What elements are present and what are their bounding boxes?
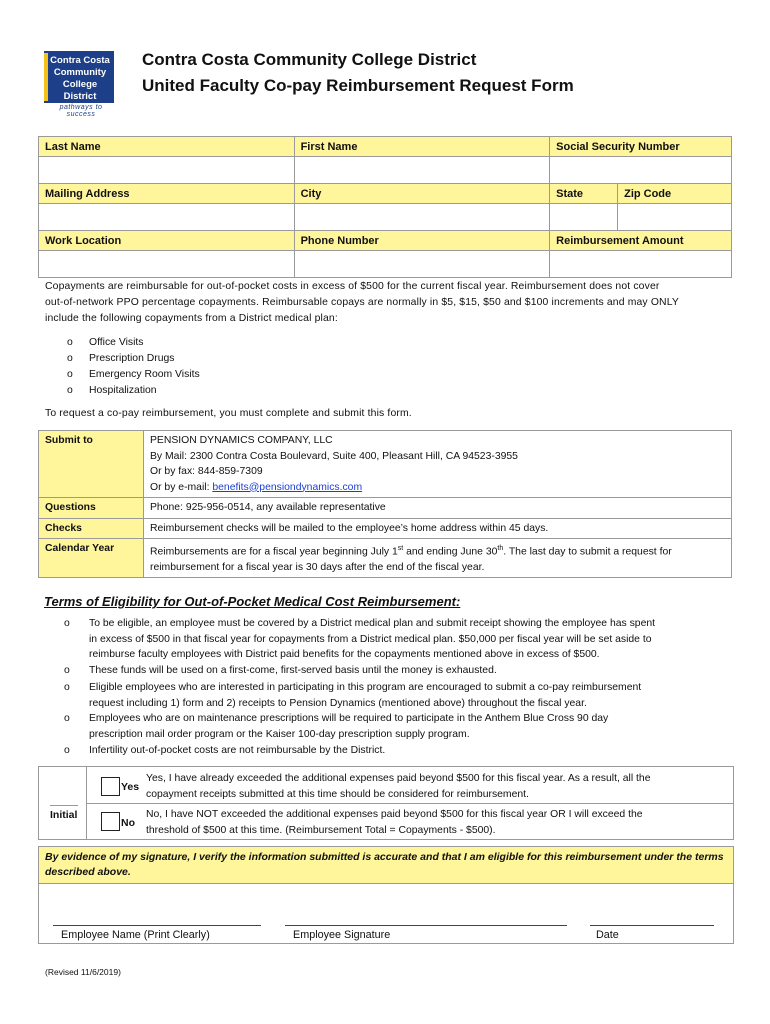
ssn-label: Social Security Number [550, 137, 732, 157]
statement-line: threshold of $500 at this time. (Reimbursement Total = Copayments - $500). [146, 825, 496, 836]
phone-number-input[interactable] [294, 251, 550, 278]
email-line [150, 480, 725, 496]
logo-line-3: College District [62, 79, 98, 102]
term-line: These funds will be used on a first-come, first-served basis until the money is exhausted. [89, 665, 497, 676]
employee-info-grid [38, 136, 732, 278]
term-line: in excess of $500 in that fiscal year for copayments from a District medical plan. $50,000 per fiscal year will be set aside to [89, 633, 652, 645]
mail-address: By Mail: 2300 Contra Costa Boulevard, Suite 400, Pleasant Hill, CA 94523-3955 [150, 450, 518, 462]
calendar-year-label: Calendar Year [39, 539, 144, 578]
page-title-line2: United Faculty Co-pay Reimbursement Request Form [142, 76, 574, 95]
bullet-glyph: o [64, 665, 70, 676]
no-statement [146, 807, 643, 839]
state-input[interactable] [550, 204, 618, 231]
cal-sup-1: st [397, 545, 404, 552]
statement-line: By evidence of my signature, I verify the information submitted is accurate and that I am eligible for this reimbursement under the terms [45, 851, 724, 863]
term-text [89, 743, 719, 759]
reimbursement-amount-label: Reimbursement Amount [550, 231, 732, 251]
list-item [67, 383, 200, 399]
reimbursement-amount-input[interactable] [550, 251, 732, 278]
calendar-line-2: reimbursement for a fiscal year is 30 days after the end of the fiscal year. [150, 561, 485, 573]
employee-name-label: Employee Name (Print Clearly) [61, 929, 210, 941]
bullet-glyph: o [67, 353, 73, 364]
terms-title: Terms of Eligibility for Out-of-Pocket Medical Cost Reimbursement: [44, 594, 461, 609]
cal-sup-2: th [497, 545, 504, 552]
signature-area [38, 883, 734, 944]
submit-to-label: Submit to [39, 431, 144, 498]
list-item-text: Hospitalization [89, 385, 157, 396]
cal-text-c: . The last day to submit a request for [503, 546, 672, 558]
term-text [89, 680, 719, 711]
ssn-input[interactable] [550, 157, 732, 184]
bullet-glyph: o [64, 682, 70, 693]
bullet-glyph: o [67, 337, 73, 348]
logo-line-2: Community [53, 67, 107, 78]
page-title-line1: Contra Costa Community College District [142, 50, 477, 69]
list-item [67, 351, 200, 367]
company-name: PENSION DYNAMICS COMPANY, LLC [150, 435, 333, 446]
term-line: prescription mail order program or the Kaiser 100-day prescription supply program. [89, 728, 470, 740]
term-line: To be eligible, an employee must be covered by a District medical plan and submit receipt showing the employee has spent [89, 618, 656, 629]
work-location-input[interactable] [39, 251, 295, 278]
bullet-glyph: o [67, 385, 73, 396]
list-item-text: Office Visits [89, 337, 144, 348]
bullet-glyph: o [64, 713, 70, 724]
term-line: Infertility out-of-pocket costs are not reimbursable by the District. [89, 745, 386, 756]
term-line: Eligible employees who are interested in participating in this program are encouraged to submit a co-pay reimbursement [89, 682, 642, 693]
last-name-label: Last Name [39, 137, 295, 157]
zip-code-input[interactable] [618, 204, 732, 231]
submit-to-details [144, 431, 732, 498]
initial-line [50, 805, 78, 806]
calendar-line-1 [150, 541, 725, 560]
bullet-glyph: o [64, 745, 70, 756]
fax-number: Or by fax: 844-859-7309 [150, 466, 263, 477]
city-label: City [294, 184, 550, 204]
questions-value: Phone: 925-956-0514, any available representative [144, 498, 732, 519]
checks-value: Reimbursement checks will be mailed to the employee’s home address within 45 days. [144, 518, 732, 539]
employee-name-line[interactable] [53, 925, 261, 926]
no-label: No [121, 817, 135, 829]
employee-signature-line[interactable] [285, 925, 567, 926]
zip-code-label: Zip Code [618, 184, 732, 204]
mailing-address-label: Mailing Address [39, 184, 295, 204]
calendar-year-value [144, 539, 732, 578]
date-line[interactable] [590, 925, 714, 926]
initial-section [38, 766, 734, 840]
work-location-label: Work Location [39, 231, 295, 251]
list-item-text: Emergency Room Visits [89, 369, 200, 380]
logo-line-1: Contra Costa [50, 55, 110, 66]
intro-paragraph [45, 279, 735, 327]
list-item [67, 335, 200, 351]
statement-line: Yes, I have already exceeded the additional expenses paid beyond $500 for this fiscal year. As a result, all the [146, 773, 651, 784]
logo-text [48, 55, 112, 103]
questions-label: Questions [39, 498, 144, 519]
bullet-glyph: o [67, 369, 73, 380]
term-text [89, 616, 719, 663]
term-line: reimburse faculty employees with District paid benefits for the copayments mentioned above in excess of $500. [89, 649, 600, 661]
checks-label: Checks [39, 518, 144, 539]
cal-text-a: Reimbursements are for a fiscal year beginning July 1 [150, 546, 398, 558]
statement-line: No, I have NOT exceeded the additional expenses paid beyond $500 for this fiscal year OR I will exceed the [146, 809, 643, 820]
bullet-glyph: o [64, 618, 70, 629]
intro-line: out-of-network PPO percentage copayments. Reimbursable copays are normally in $5, $15, $50 and $100 increments and may ONLY [45, 297, 679, 308]
email-link[interactable]: benefits@pensiondynamics.com [212, 481, 363, 493]
city-input[interactable] [294, 204, 550, 231]
statement-line: described above. [45, 866, 131, 878]
yes-label: Yes [121, 781, 140, 793]
list-item [67, 367, 200, 383]
divider [87, 803, 733, 804]
state-label: State [550, 184, 618, 204]
statement-line: copayment receipts submitted at this time should be considered for reimbursement. [146, 789, 529, 800]
submission-info-table [38, 430, 732, 578]
revision-note: (Revised 11/6/2019) [45, 967, 121, 977]
initial-label: Initial [50, 809, 78, 821]
first-name-input[interactable] [294, 157, 550, 184]
intro-line: Copayments are reimbursable for out-of-pocket costs in excess of $500 for the current fiscal year. Reimbursement does not cover [45, 281, 660, 292]
signature-statement [38, 846, 734, 884]
employee-signature-label: Employee Signature [293, 929, 391, 941]
term-text [89, 663, 719, 679]
mailing-address-input[interactable] [39, 204, 295, 231]
list-item-text: Prescription Drugs [89, 353, 175, 364]
copay-type-list [67, 335, 200, 399]
cal-text-b: and ending June 30 [403, 546, 498, 558]
term-text [89, 711, 719, 742]
phone-number-label: Phone Number [294, 231, 550, 251]
term-line: request including 1) form and 2) receipts to Pension Dynamics (mentioned above) throughout the fiscal year. [89, 697, 587, 709]
no-checkbox[interactable] [101, 812, 120, 831]
submit-note: To request a co-pay reimbursement, you must complete and submit this form. [45, 408, 412, 419]
logo-tagline: pathways to success [59, 104, 103, 118]
date-label: Date [596, 929, 619, 941]
first-name-label: First Name [294, 137, 550, 157]
term-line: Employees who are on maintenance prescriptions will be required to participate in the Anthem Blue Cross 90 day [89, 713, 609, 724]
last-name-input[interactable] [39, 157, 295, 184]
intro-line: include the following copayments from a District medical plan: [45, 313, 338, 324]
district-logo [44, 51, 114, 117]
yes-checkbox[interactable] [101, 777, 120, 796]
yes-statement [146, 771, 650, 803]
email-prefix: Or by e-mail: [150, 481, 213, 493]
